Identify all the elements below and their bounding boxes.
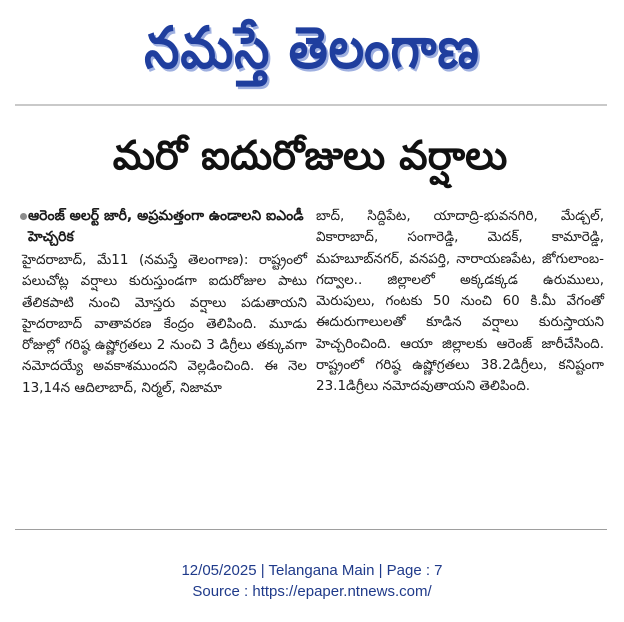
article-column-right [316, 206, 604, 398]
article-body-left [22, 250, 307, 399]
article-subheadline [22, 206, 307, 248]
footer-source-link[interactable]: Source : https://epaper.ntnews.com/ [192, 583, 432, 600]
body-right-text: బాద్, సిద్దిపేట, యాదాద్రి-భువనగిరి, మేడ్చల్, వికారాబాద్, సంగారెడ్డి, మెదక్, కామారెడ్డి, మహబూబ్‌నగర్, వనపర్తి, నారాయణపేట, జోగులాంబ-గద్వాల.. జిల్లాలలో అక్కడక్కడ ఉరుములు, మెరుపులు, గంటకు 50 నుంచి 60 కి.మీ వేగంతో ఈదురుగాలులతో కూడిన వర్షాలు కురుస్తాయని హెచ్చరించింది. ఆయా జిల్లాలకు ఆరెంజ్ జారీచేసింది. రాష్ట్రంలో గరిష్ఠ ఉష్ణోగ్రతలు 38.2డిగ్రీలు, కనిష్టంగా 23.1డిగ్రీలు నమోదవుతాయని తెలిపింది. [316, 208, 604, 395]
subheadline-text: ఆరెంజ్ అలర్ట్ జారీ, అప్రమత్తంగా ఉండాలని ఐఎండీ హెచ్చరిక [28, 208, 304, 245]
article-column-left [22, 206, 307, 399]
bullet-icon [20, 213, 27, 220]
footer-date-page: 12/05/2025 | Telangana Main | Page : 7 [181, 562, 443, 579]
masthead-logo-text: నమస్తే తెలంగాణ [144, 14, 480, 82]
article-body-right [316, 206, 604, 398]
body-left-text: హైదరాబాద్, మే11 (నమస్తే తెలంగాణ): రాష్ట్రంలో పలుచోట్ల వర్షాలు కురుస్తుండగా ఐదురోజుల పాటు తేలికపాటి నుంచి మోస్తరు వర్షాలు పడుతాయని హైదరాబాద్ వాతావరణ కేంద్రం తెలిపింది. మూడు రోజుల్లో గరిష్ఠ ఉష్ణోగ్రతలు 2 నుంచి 3 డిగ్రీలు తక్కువగా నమోదయ్యే అవకాశముందని వెల్లడించింది. ఈ నెల 13,14న ఆదిలాబాద్, నిర్మల్, నిజామా [22, 252, 307, 396]
newspaper-masthead [0, 6, 624, 90]
article-headline: మరో ఐదురోజులు వర్షాలు [112, 133, 508, 179]
